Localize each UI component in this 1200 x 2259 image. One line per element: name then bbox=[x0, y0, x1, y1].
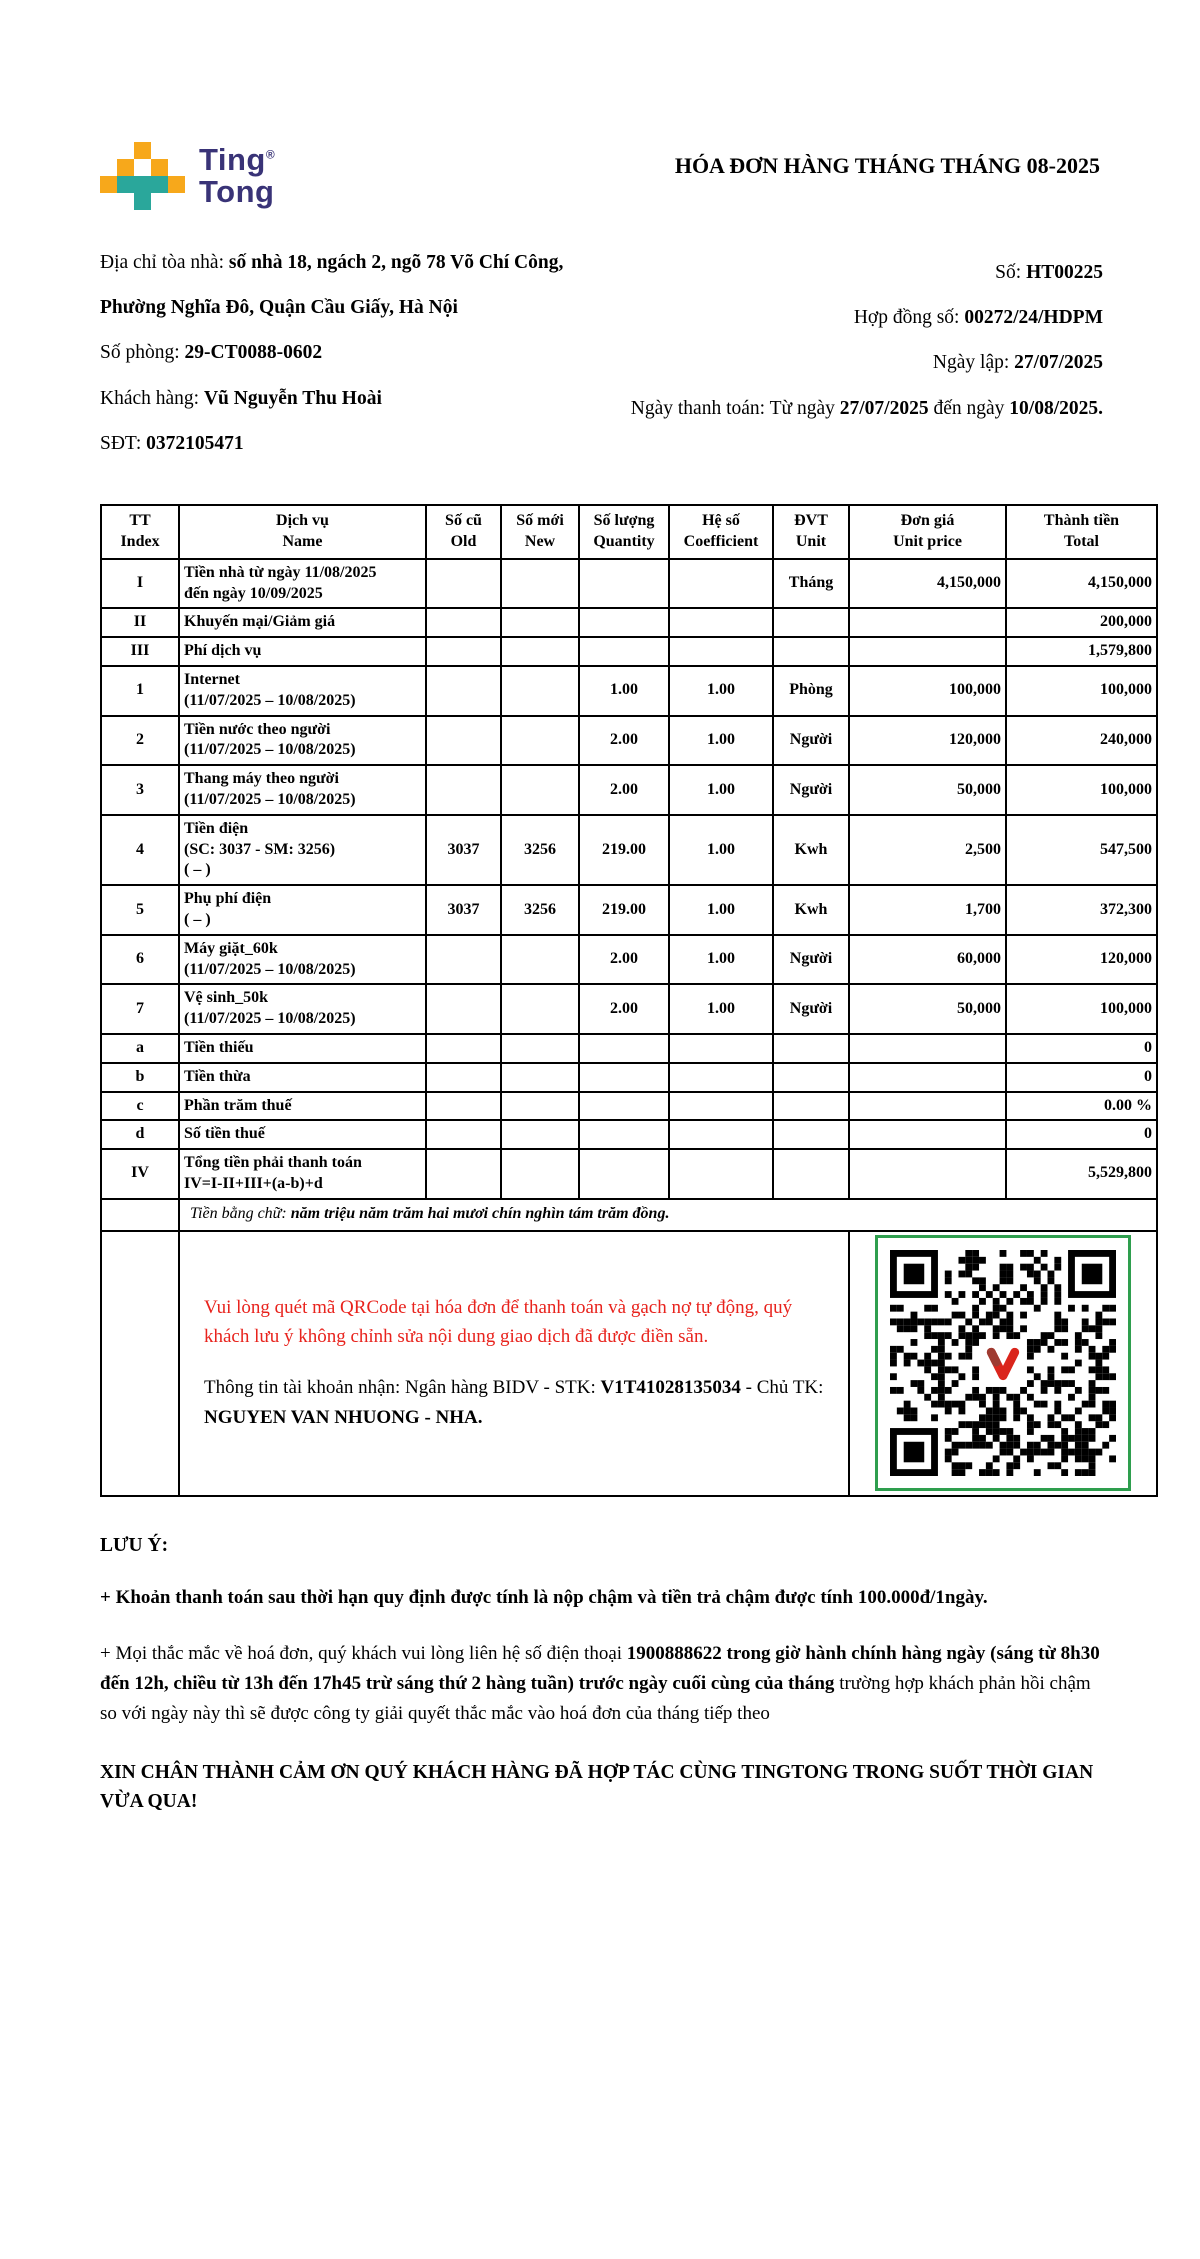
cell-unit-price: 100,000 bbox=[849, 666, 1006, 716]
header-en: Index bbox=[120, 532, 160, 550]
header-vi: Dịch vụ bbox=[276, 512, 329, 530]
qr-cell bbox=[849, 1231, 1157, 1496]
cell-old: 3037 bbox=[426, 885, 501, 935]
cell-quantity bbox=[579, 608, 669, 637]
text-part: Tiền bằng chữ: bbox=[190, 1205, 291, 1223]
cell-unit: Tháng bbox=[773, 559, 849, 609]
cell-quantity: 2.00 bbox=[579, 765, 669, 815]
cell-index: 4 bbox=[101, 815, 179, 885]
cell-quantity bbox=[579, 1092, 669, 1121]
cell-name: Tiền nhà từ ngày 11/08/2025 đến ngày 10/09/2025 bbox=[179, 559, 426, 609]
logo-pixel bbox=[134, 193, 151, 210]
text-part: 29-CT0088-0602 bbox=[184, 342, 323, 364]
text-part: 1900888622 trong giờ hành chính hàng ngày (sáng từ 8h30 đến 12h, chiều từ 13h đến 17h45 trừ sáng thứ 2 hàng tuần) bbox=[100, 1643, 1100, 1695]
cell-name: Tiền nước theo người (11/07/2025 – 10/08/2025) bbox=[179, 716, 426, 766]
text-part: số nhà 18, ngách 2, ngõ 78 Võ Chí Công, Phường Nghĩa Đô, Quận Cầu Giấy, Hà Nội bbox=[100, 252, 564, 319]
cell-unit: Người bbox=[773, 984, 849, 1034]
text-part: - Chủ TK: bbox=[740, 1377, 824, 1399]
table-row bbox=[101, 885, 1157, 935]
invoice-table-body bbox=[101, 559, 1157, 1199]
cell-quantity bbox=[579, 1149, 669, 1199]
cell-total: 100,000 bbox=[1006, 984, 1157, 1034]
cell-total: 100,000 bbox=[1006, 666, 1157, 716]
cell-quantity: 1.00 bbox=[579, 666, 669, 716]
cell-coefficient: 1.00 bbox=[669, 666, 773, 716]
column-header-quantity bbox=[579, 505, 669, 559]
footer-notes bbox=[0, 1497, 1200, 1817]
text-part: Ngày lập: bbox=[932, 352, 1015, 374]
cell-unit-price: 2,500 bbox=[849, 815, 1006, 885]
phone-number bbox=[100, 421, 574, 466]
cell-unit-price bbox=[849, 1120, 1006, 1149]
cell-name: Tổng tiền phải thanh toán IV=I-II+III+(a-b)+d bbox=[179, 1149, 426, 1199]
cell-name: Máy giặt_60k (11/07/2025 – 10/08/2025) bbox=[179, 935, 426, 985]
table-row bbox=[101, 716, 1157, 766]
payment-period bbox=[593, 386, 1103, 431]
cell-new bbox=[501, 559, 579, 609]
cell-quantity: 2.00 bbox=[579, 935, 669, 985]
contract-number bbox=[593, 295, 1103, 340]
hotline-note bbox=[100, 1639, 1103, 1729]
logo-pixel bbox=[151, 159, 168, 176]
cell-unit bbox=[773, 1092, 849, 1121]
logo-ting-label: Ting bbox=[199, 142, 266, 178]
text-part: Hợp đồng số: bbox=[853, 307, 965, 329]
cell-old bbox=[426, 1034, 501, 1063]
cell-coefficient: 1.00 bbox=[669, 935, 773, 985]
table-header-row bbox=[101, 505, 1157, 559]
text-part: trường hợp khách phản hồi chậm so với ngày này thì sẽ được công ty giải quyết thắc mắc vào hoá đơn của tháng tiếp theo bbox=[100, 1673, 1091, 1725]
logo-pixel bbox=[117, 142, 134, 159]
cell-new: 3256 bbox=[501, 885, 579, 935]
text-part: SĐT: bbox=[100, 432, 147, 454]
tingtong-logo-icon bbox=[100, 142, 185, 210]
table-row bbox=[101, 559, 1157, 609]
cell-index: a bbox=[101, 1034, 179, 1063]
header-en: Old bbox=[450, 532, 477, 550]
cell-coefficient: 1.00 bbox=[669, 716, 773, 766]
header-en: Unit price bbox=[893, 532, 962, 550]
text-part: Khách hàng: bbox=[100, 387, 204, 409]
header-vi: TT bbox=[129, 512, 151, 530]
cell-old bbox=[426, 716, 501, 766]
cell-unit bbox=[773, 1063, 849, 1092]
text-part: HT00225 bbox=[1026, 262, 1103, 283]
cell-new bbox=[501, 716, 579, 766]
cell-old bbox=[426, 559, 501, 609]
table-row bbox=[101, 815, 1157, 885]
cell-total: 120,000 bbox=[1006, 935, 1157, 985]
logo-pixel bbox=[151, 176, 168, 193]
logo-pixel bbox=[100, 142, 117, 159]
cell-name: Tiền điện (SC: 3037 - SM: 3256) ( – ) bbox=[179, 815, 426, 885]
building-address bbox=[100, 240, 574, 330]
column-header-coefficient bbox=[669, 505, 773, 559]
text-part: Thông tin tài khoản nhận: Ngân hàng BIDV - STK: bbox=[204, 1377, 601, 1399]
column-header-old bbox=[426, 505, 501, 559]
logo-pixel bbox=[134, 159, 151, 176]
account-info bbox=[204, 1373, 824, 1432]
table-row bbox=[101, 935, 1157, 985]
cell-index: 7 bbox=[101, 984, 179, 1034]
text-part: 27/07/2025 bbox=[1014, 352, 1103, 374]
logo-pixel bbox=[151, 193, 168, 210]
header-vi: Hệ số bbox=[702, 512, 740, 530]
cell-quantity: 219.00 bbox=[579, 815, 669, 885]
cell-new bbox=[501, 1034, 579, 1063]
table-row bbox=[101, 1120, 1157, 1149]
qr-code-image bbox=[890, 1250, 1116, 1476]
cell-new bbox=[501, 666, 579, 716]
cell-coefficient bbox=[669, 637, 773, 666]
cell-coefficient: 1.00 bbox=[669, 765, 773, 815]
cell-unit: Người bbox=[773, 716, 849, 766]
cell-total: 0 bbox=[1006, 1120, 1157, 1149]
qr-instruction-note: Vui lòng quét mã QRCode tại hóa đơn để thanh toán và gạch nợ tự động, quý khách lưu ý không chỉnh sửa nội dung giao dịch đã được điền sẵn. bbox=[204, 1297, 793, 1347]
cell-coefficient bbox=[669, 1149, 773, 1199]
logo-pixel bbox=[168, 159, 185, 176]
text-part: trước ngày cuối cùng của tháng bbox=[573, 1673, 840, 1695]
info-left bbox=[100, 240, 574, 466]
cell-quantity bbox=[579, 559, 669, 609]
cell-index: 3 bbox=[101, 765, 179, 815]
cell-unit-price: 1,700 bbox=[849, 885, 1006, 935]
cell-total: 200,000 bbox=[1006, 608, 1157, 637]
customer-name bbox=[100, 376, 574, 421]
cell-unit-price: 120,000 bbox=[849, 716, 1006, 766]
cell-coefficient bbox=[669, 1120, 773, 1149]
cell-new: 3256 bbox=[501, 815, 579, 885]
cell-name: Tiền thiếu bbox=[179, 1034, 426, 1063]
table-row bbox=[101, 1063, 1157, 1092]
cell-new bbox=[501, 1149, 579, 1199]
logo-word-tong: Tong bbox=[199, 174, 275, 209]
column-header-new bbox=[501, 505, 579, 559]
cell-index: I bbox=[101, 559, 179, 609]
cell-index: 6 bbox=[101, 935, 179, 985]
cell-coefficient bbox=[669, 1063, 773, 1092]
table-row bbox=[101, 637, 1157, 666]
cell-coefficient bbox=[669, 1034, 773, 1063]
amount-in-words-row bbox=[101, 1199, 1157, 1231]
cell-unit-price bbox=[849, 608, 1006, 637]
cell-total: 547,500 bbox=[1006, 815, 1157, 885]
cell-unit-price: 60,000 bbox=[849, 935, 1006, 985]
column-header-unit bbox=[773, 505, 849, 559]
cell-unit: Người bbox=[773, 935, 849, 985]
cell-unit: Kwh bbox=[773, 815, 849, 885]
cell-new bbox=[501, 1120, 579, 1149]
header-vi: Số cũ bbox=[445, 512, 482, 530]
text-part: Vũ Nguyễn Thu Hoài bbox=[203, 387, 382, 409]
cell-unit-price: 4,150,000 bbox=[849, 559, 1006, 609]
text-part: 10/08/2025. bbox=[1009, 397, 1103, 419]
logo-pixel bbox=[100, 176, 117, 193]
header-vi: Số mới bbox=[516, 512, 564, 530]
logo-pixel bbox=[134, 176, 151, 193]
logo-pixel bbox=[117, 176, 134, 193]
logo-pixel bbox=[117, 159, 134, 176]
empty-cell bbox=[101, 1199, 179, 1231]
cell-unit-price bbox=[849, 1063, 1006, 1092]
cell-old bbox=[426, 666, 501, 716]
cell-unit-price bbox=[849, 1034, 1006, 1063]
cell-unit bbox=[773, 1120, 849, 1149]
cell-unit: Kwh bbox=[773, 885, 849, 935]
cell-old bbox=[426, 765, 501, 815]
cell-old bbox=[426, 935, 501, 985]
logo-pixel bbox=[117, 193, 134, 210]
header-en: Quantity bbox=[593, 532, 655, 550]
cell-new bbox=[501, 1063, 579, 1092]
qr-row bbox=[101, 1231, 1157, 1496]
logo-pixel bbox=[100, 159, 117, 176]
tingtong-logo bbox=[100, 142, 275, 210]
text-part: năm triệu năm trăm hai mươi chín nghìn tám trăm đồng. bbox=[290, 1205, 670, 1223]
cell-old bbox=[426, 1092, 501, 1121]
late-payment-note: + Khoản thanh toán sau thời hạn quy định được tính là nộp chậm và tiền trả chậm được tính 100.000đ/1ngày. bbox=[100, 1586, 988, 1608]
cell-coefficient bbox=[669, 559, 773, 609]
cell-index: III bbox=[101, 637, 179, 666]
logo-pixel bbox=[168, 142, 185, 159]
text-part: đến ngày bbox=[928, 397, 1010, 419]
cell-quantity bbox=[579, 1120, 669, 1149]
room-number bbox=[100, 330, 574, 375]
cell-old bbox=[426, 1149, 501, 1199]
cell-total: 0 bbox=[1006, 1034, 1157, 1063]
cell-quantity bbox=[579, 1034, 669, 1063]
cell-total: 1,579,800 bbox=[1006, 637, 1157, 666]
cell-name: Vệ sinh_50k (11/07/2025 – 10/08/2025) bbox=[179, 984, 426, 1034]
cell-name: Số tiền thuế bbox=[179, 1120, 426, 1149]
table-row bbox=[101, 666, 1157, 716]
cell-index: 1 bbox=[101, 666, 179, 716]
cell-unit bbox=[773, 1149, 849, 1199]
amount-in-words bbox=[179, 1199, 1157, 1231]
cell-unit: Người bbox=[773, 765, 849, 815]
cell-name: Internet (11/07/2025 – 10/08/2025) bbox=[179, 666, 426, 716]
notes-heading: LƯU Ý: bbox=[100, 1534, 169, 1556]
registered-mark: ® bbox=[265, 148, 276, 163]
cell-new bbox=[501, 1092, 579, 1121]
logo-pixel bbox=[168, 176, 185, 193]
cell-coefficient bbox=[669, 1092, 773, 1121]
column-header-name bbox=[179, 505, 426, 559]
cell-name: Khuyến mại/Giảm giá bbox=[179, 608, 426, 637]
header-en: Name bbox=[282, 532, 323, 550]
text-part: Ngày thanh toán: Từ ngày bbox=[630, 397, 840, 419]
column-header-total bbox=[1006, 505, 1157, 559]
cell-quantity: 219.00 bbox=[579, 885, 669, 935]
logo-pixel bbox=[134, 142, 151, 159]
cell-old bbox=[426, 608, 501, 637]
text-part: 00272/24/HDPM bbox=[964, 307, 1103, 329]
cell-coefficient bbox=[669, 608, 773, 637]
logo-pixel bbox=[151, 142, 168, 159]
invoice-info bbox=[0, 210, 1200, 466]
cell-unit-price: 50,000 bbox=[849, 765, 1006, 815]
cell-new bbox=[501, 637, 579, 666]
logo-word-ting bbox=[199, 144, 275, 176]
cell-old bbox=[426, 984, 501, 1034]
issue-date bbox=[593, 340, 1103, 385]
table-row bbox=[101, 1034, 1157, 1063]
cell-quantity bbox=[579, 1063, 669, 1092]
cell-total: 100,000 bbox=[1006, 765, 1157, 815]
text-part: Số: bbox=[995, 262, 1027, 283]
cell-quantity: 2.00 bbox=[579, 716, 669, 766]
table-row bbox=[101, 984, 1157, 1034]
header-vi: Thành tiền bbox=[1043, 512, 1120, 530]
cell-name: Phần trăm thuế bbox=[179, 1092, 426, 1121]
cell-total: 240,000 bbox=[1006, 716, 1157, 766]
cell-new bbox=[501, 984, 579, 1034]
cell-unit-price bbox=[849, 1149, 1006, 1199]
cell-unit bbox=[773, 608, 849, 637]
text-part: + Mọi thắc mắc về hoá đơn, quý khách vui lòng liên hệ số điện thoại bbox=[100, 1643, 627, 1665]
cell-coefficient: 1.00 bbox=[669, 885, 773, 935]
invoice-table bbox=[100, 504, 1158, 1497]
cell-unit-price: 50,000 bbox=[849, 984, 1006, 1034]
cell-unit bbox=[773, 637, 849, 666]
header-vi: Số lượng bbox=[593, 512, 655, 530]
header-en: Unit bbox=[795, 532, 827, 550]
cell-index: c bbox=[101, 1092, 179, 1121]
cell-old bbox=[426, 1063, 501, 1092]
cell-total: 372,300 bbox=[1006, 885, 1157, 935]
tingtong-logo-text bbox=[199, 144, 275, 207]
cell-index: d bbox=[101, 1120, 179, 1149]
cell-name: Thang máy theo người (11/07/2025 – 10/08/2025) bbox=[179, 765, 426, 815]
cell-total: 0.00 % bbox=[1006, 1092, 1157, 1121]
text-part: V1T41028135034 bbox=[600, 1377, 741, 1399]
table-row bbox=[101, 608, 1157, 637]
cell-unit bbox=[773, 1034, 849, 1063]
qr-code bbox=[875, 1235, 1131, 1491]
table-row bbox=[101, 1149, 1157, 1199]
cell-new bbox=[501, 608, 579, 637]
invoice-number bbox=[593, 250, 1103, 295]
cell-unit-price bbox=[849, 637, 1006, 666]
cell-old bbox=[426, 1120, 501, 1149]
header bbox=[0, 0, 1200, 210]
invoice-title: HÓA ĐƠN HÀNG THÁNG THÁNG 08-2025 bbox=[674, 153, 1100, 178]
column-header-unit-price bbox=[849, 505, 1006, 559]
header-en: New bbox=[524, 532, 556, 550]
cell-new bbox=[501, 935, 579, 985]
cell-total: 0 bbox=[1006, 1063, 1157, 1092]
cell-old: 3037 bbox=[426, 815, 501, 885]
text-part: Số phòng: bbox=[100, 342, 185, 364]
text-part: NGUYEN VAN NHUONG - NHA. bbox=[204, 1406, 483, 1428]
cell-total: 5,529,800 bbox=[1006, 1149, 1157, 1199]
cell-unit-price bbox=[849, 1092, 1006, 1121]
column-header-index bbox=[101, 505, 179, 559]
header-vi: Đơn giá bbox=[900, 512, 955, 530]
cell-index: 5 bbox=[101, 885, 179, 935]
text-part: 27/07/2025 bbox=[839, 397, 929, 419]
cell-quantity: 2.00 bbox=[579, 984, 669, 1034]
cell-index: b bbox=[101, 1063, 179, 1092]
qr-text-cell bbox=[179, 1231, 849, 1496]
logo-pixel bbox=[168, 193, 185, 210]
empty-cell bbox=[101, 1231, 179, 1496]
cell-quantity bbox=[579, 637, 669, 666]
cell-old bbox=[426, 637, 501, 666]
cell-name: Phụ phí điện ( – ) bbox=[179, 885, 426, 935]
cell-index: 2 bbox=[101, 716, 179, 766]
thank-you-note: XIN CHÂN THÀNH CẢM ƠN QUÝ KHÁCH HÀNG ĐÃ HỢP TÁC CÙNG TINGTONG TRONG SUỐT THỜI GIAN VỪA QUA! bbox=[100, 1762, 1094, 1813]
cell-total: 4,150,000 bbox=[1006, 559, 1157, 609]
cell-new bbox=[501, 765, 579, 815]
cell-coefficient: 1.00 bbox=[669, 815, 773, 885]
info-right bbox=[593, 240, 1103, 466]
cell-index: IV bbox=[101, 1149, 179, 1199]
header-vi: ĐVT bbox=[794, 512, 828, 530]
cell-coefficient: 1.00 bbox=[669, 984, 773, 1034]
cell-name: Tiền thừa bbox=[179, 1063, 426, 1092]
cell-unit: Phòng bbox=[773, 666, 849, 716]
text-part: 0372105471 bbox=[146, 432, 244, 454]
logo-pixel bbox=[100, 193, 117, 210]
cell-index: II bbox=[101, 608, 179, 637]
header-en: Total bbox=[1064, 532, 1099, 550]
table-row bbox=[101, 1092, 1157, 1121]
table-row bbox=[101, 765, 1157, 815]
cell-name: Phí dịch vụ bbox=[179, 637, 426, 666]
header-en: Coefficient bbox=[683, 532, 759, 550]
text-part: Địa chỉ tòa nhà: bbox=[100, 252, 229, 273]
